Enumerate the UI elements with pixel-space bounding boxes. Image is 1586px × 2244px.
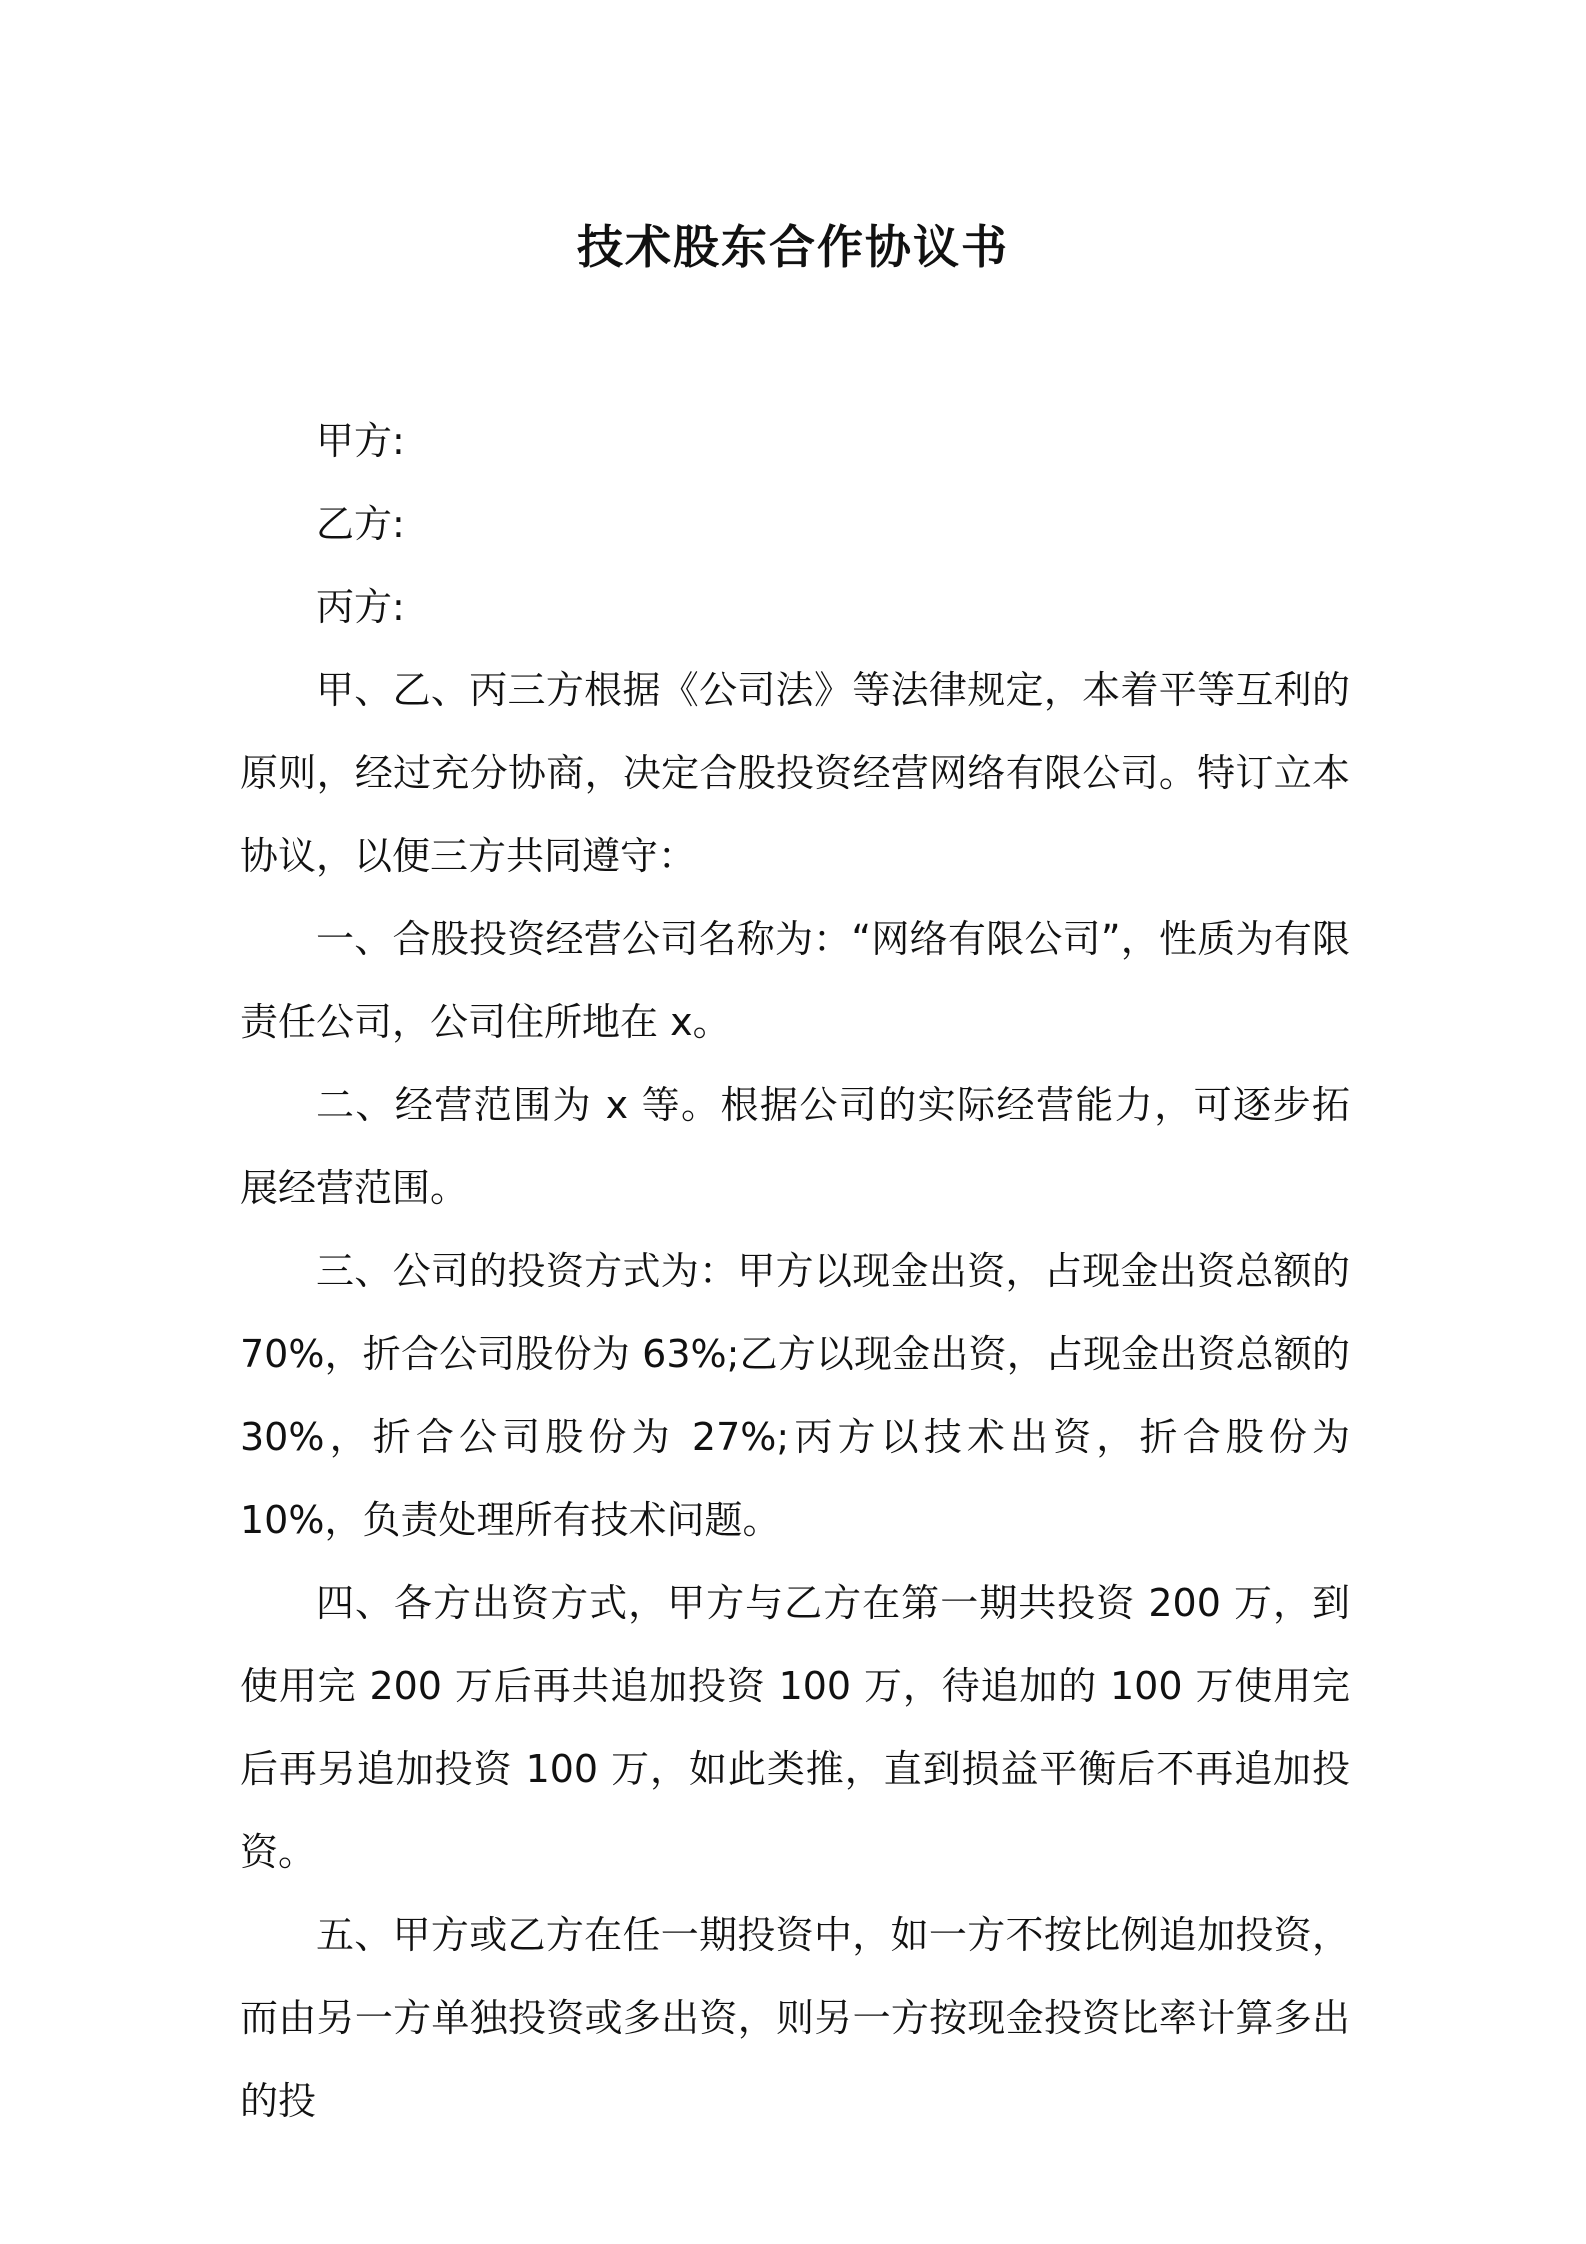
- clause-1-paragraph: 一、合股投资经营公司名称为：“网络有限公司”，性质为有限责任公司，公司住所地在 x。: [240, 917, 1350, 1044]
- party-b-line: 乙方:: [316, 502, 405, 546]
- party-a-line: 甲方:: [316, 419, 405, 463]
- clause-4-paragraph: 四、各方出资方式，甲方与乙方在第一期共投资 200 万，到使用完 200 万后再共追加投资 100 万，待追加的 100 万使用完后再另追加投资 100 万，如此类推，直到损益平衡后不再追加投资。: [240, 1581, 1350, 1874]
- clause-5-paragraph: 五、甲方或乙方在任一期投资中，如一方不按比例追加投资，而由另一方单独投资或多出资，则另一方按现金投资比率计算多出的投: [240, 1913, 1350, 2123]
- clause-3-paragraph: 三、公司的投资方式为：甲方以现金出资，占现金出资总额的 70%，折合公司股份为 63%;乙方以现金出资，占现金出资总额的 30%，折合公司股份为 27%;丙方以技术出资，折合股份为 10%，负责处理所有技术问题。: [240, 1249, 1350, 1542]
- document-body: [240, 400, 1350, 2143]
- clause-2-paragraph: 二、经营范围为 x 等。根据公司的实际经营能力，可逐步拓展经营范围。: [240, 1083, 1350, 1210]
- preamble-paragraph: 甲、乙、丙三方根据《公司法》等法律规定，本着平等互利的原则，经过充分协商，决定合股投资经营网络有限公司。特订立本协议，以便三方共同遵守：: [240, 668, 1350, 878]
- document-title: 技术股东合作协议书: [577, 220, 1009, 274]
- party-c-line: 丙方:: [316, 585, 405, 629]
